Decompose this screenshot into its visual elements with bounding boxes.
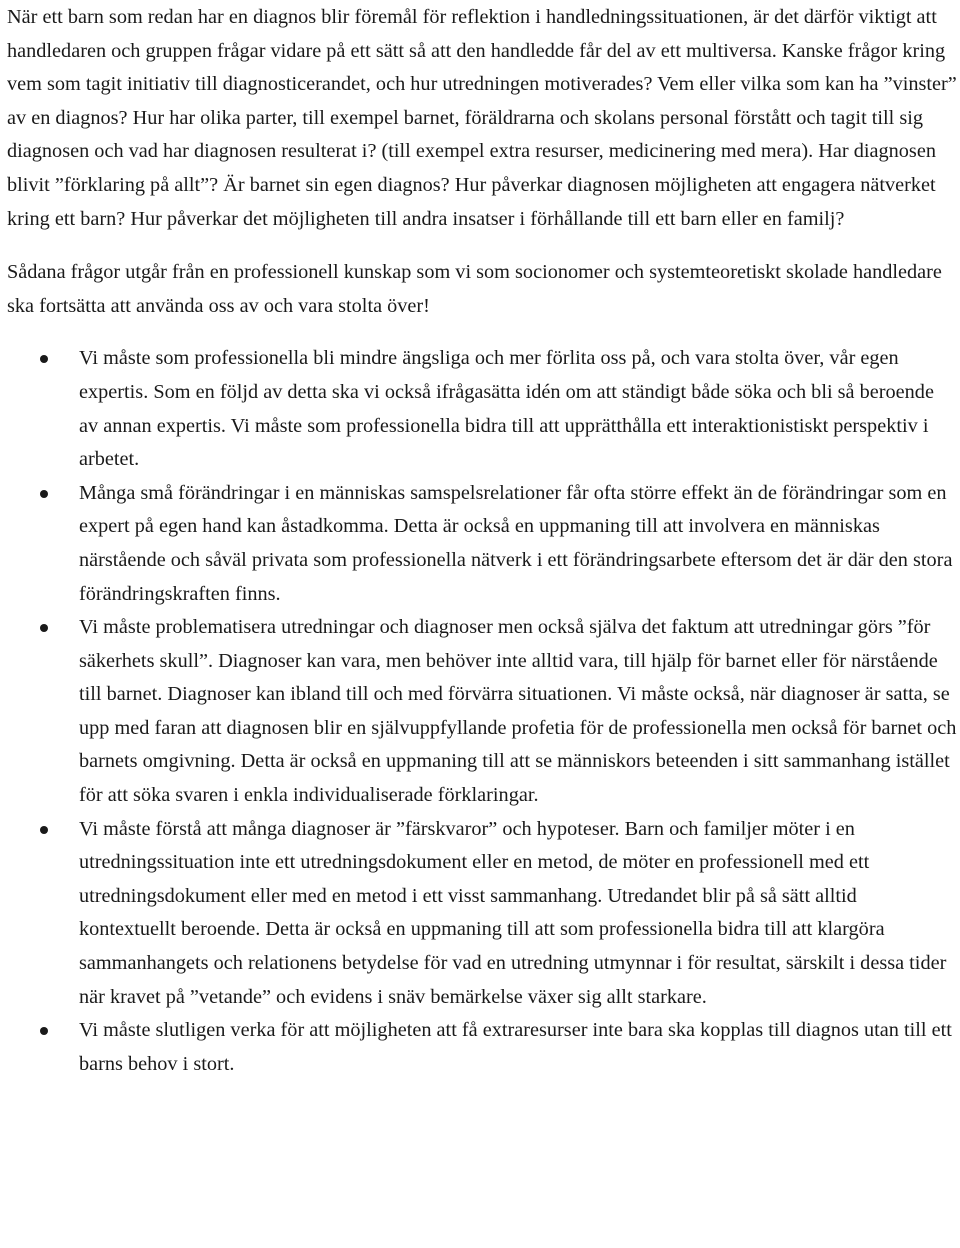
bullet-item-3 <box>7 611 957 813</box>
bullet-icon <box>40 624 48 632</box>
document-page <box>7 0 957 1081</box>
bullet-icon <box>40 490 48 498</box>
body-paragraph-2: Sådana frågor utgår från en professionell kunskap som vi som socionomer och systemteoretiskt skolade handledare ska fortsätta att använda oss av och vara stolta över! <box>7 261 942 317</box>
bullet-list <box>7 342 957 1081</box>
bullet-icon <box>40 355 48 363</box>
bullet-icon <box>40 1027 48 1035</box>
bullet-text-1: Vi måste som professionella bli mindre ängsliga och mer förlita oss på, och vara stolta över, vår egen expertis. Som en följd av detta ska vi också ifrågasätta idén om att ständigt både söka och bli så beroende av annan expertis. Vi måste som professionella bidra till att upprätthålla ett interaktionistiskt perspektiv i arbetet. <box>79 347 934 471</box>
bullet-item-5 <box>7 1014 957 1081</box>
bullet-icon <box>40 826 48 834</box>
bullet-item-4 <box>7 813 957 1015</box>
bullet-item-1 <box>7 342 957 476</box>
body-paragraph-1: När ett barn som redan har en diagnos blir föremål för reflektion i handledningssituationen, är det därför viktigt att handledaren och gruppen frågar vidare på ett sätt så att den handledde får del av ett multiversa. Kanske frågor kring vem som tagit initiativ till diagnosticerandet, och hur utredningen motiverades? Vem eller vilka som kan ha ”vinster” av en diagnos? Hur har olika parter, till exempel barnet, föräldrarna och skolans personal förstått och tagit till sig diagnosen och vad har diagnosen resulterat i? (till exempel extra resurser, medicinering med mera). Har diagnosen blivit ”förklaring på allt”? Är barnet sin egen diagnos? Hur påverkar diagnosen möjligheten att engagera nätverket kring ett barn? Hur påverkar det möjligheten till andra insatser i förhållande till ett barn eller en familj? <box>7 6 957 230</box>
bullet-text-4: Vi måste förstå att många diagnoser är ”färskvaror” och hypoteser. Barn och familjer möter i en utredningssituation inte ett utredningsdokument eller en metod, de möter en professionell med ett utredningsdokument eller med en metod i ett visst sammanhang. Utredandet blir på så sätt alltid kontextuellt beroende. Detta är också en uppmaning till att som professionella bidra till att klargöra sammanhangets och relationens betydelse för vad en utredning utmynnar i för resultat, särskilt i dessa tider när kravet på ”vetande” och evidens i snäv bemärkelse växer sig allt starkare. <box>79 817 947 1008</box>
bullet-text-3: Vi måste problematisera utredningar och diagnoser men också själva det faktum att utredningar görs ”för säkerhets skull”. Diagnoser kan vara, men behöver inte alltid vara, till hjälp för barnet eller för närstående till barnet. Diagnoser kan ibland till och med förvärra situationen. Vi måste också, när diagnoser är satta, se upp med faran att diagnosen blir en självuppfyllande profetia för de professionella men också för barnet och barnets omgivning. Detta är också en uppmaning till att se människors beteenden i sitt sammanhang istället för att söka svaren i enkla individualiserade förklaringar. <box>79 616 957 807</box>
bullet-text-5: Vi måste slutligen verka för att möjligheten att få extraresurser inte bara ska kopplas till diagnos utan till ett barns behov i stort. <box>79 1019 952 1075</box>
bullet-text-2: Många små förändringar i en människas samspelsrelationer får ofta större effekt än de förändringar som en expert på egen hand kan åstadkomma. Detta är också en uppmaning till att involvera en människas närstående och såväl privata som professionella nätverk i ett förändringsarbete eftersom det är där den stora förändringskraften finns. <box>79 481 953 605</box>
bullet-item-2 <box>7 477 957 611</box>
